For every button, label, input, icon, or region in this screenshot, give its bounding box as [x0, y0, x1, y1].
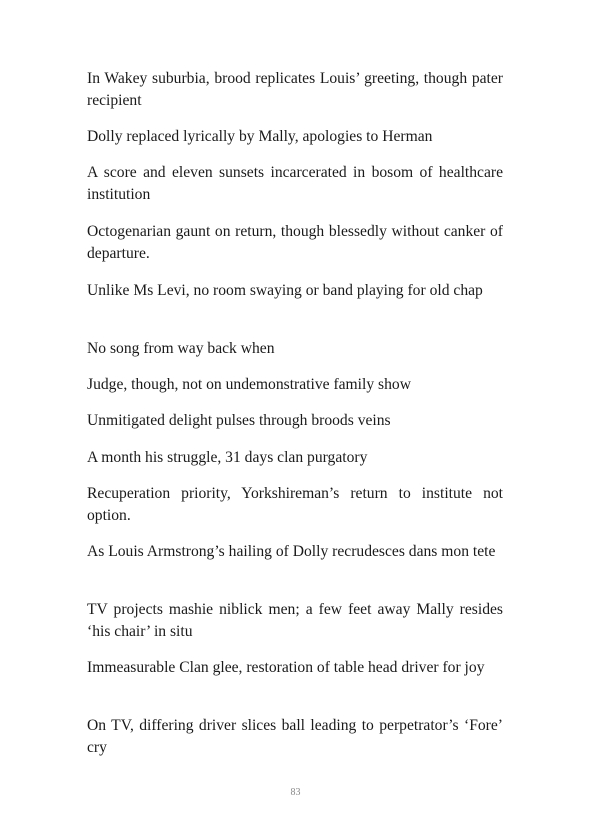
poem-line-13: Immeasurable Clan glee, restoration of table head driver for joy — [87, 659, 485, 676]
page-number: 83 — [290, 787, 301, 798]
poem-line-4: Octogenarian gaunt on return, though blessedly without canker of departure. — [87, 223, 503, 262]
poem-line-5: Unlike Ms Levi, no room swaying or band playing for old chap — [87, 282, 483, 299]
poem-line-14: On TV, differing driver slices ball leading to perpetrator’s ‘Fore’ cry — [87, 717, 503, 756]
poem-line-11: As Louis Armstrong’s hailing of Dolly recrudesces dans mon tete — [87, 543, 496, 560]
poem-line-8: Unmitigated delight pulses through broods veins — [87, 412, 391, 429]
poem-line-12: TV projects mashie niblick men; a few feet away Mally resides ‘his chair’ in situ — [87, 601, 503, 640]
poem-line-1: In Wakey suburbia, brood replicates Louis’ greeting, though pater recipient — [87, 70, 503, 109]
poem-line-10: Recuperation priority, Yorkshireman’s return to institute not option. — [87, 485, 503, 524]
poem-line-9: A month his struggle, 31 days clan purgatory — [87, 449, 368, 466]
poem-line-7: Judge, though, not on undemonstrative family show — [87, 376, 411, 393]
poem-line-2: Dolly replaced lyrically by Mally, apologies to Herman — [87, 128, 433, 145]
poem-line-6: No song from way back when — [87, 340, 275, 357]
poem-line-3: A score and eleven sunsets incarcerated in bosom of healthcare institution — [87, 164, 503, 203]
